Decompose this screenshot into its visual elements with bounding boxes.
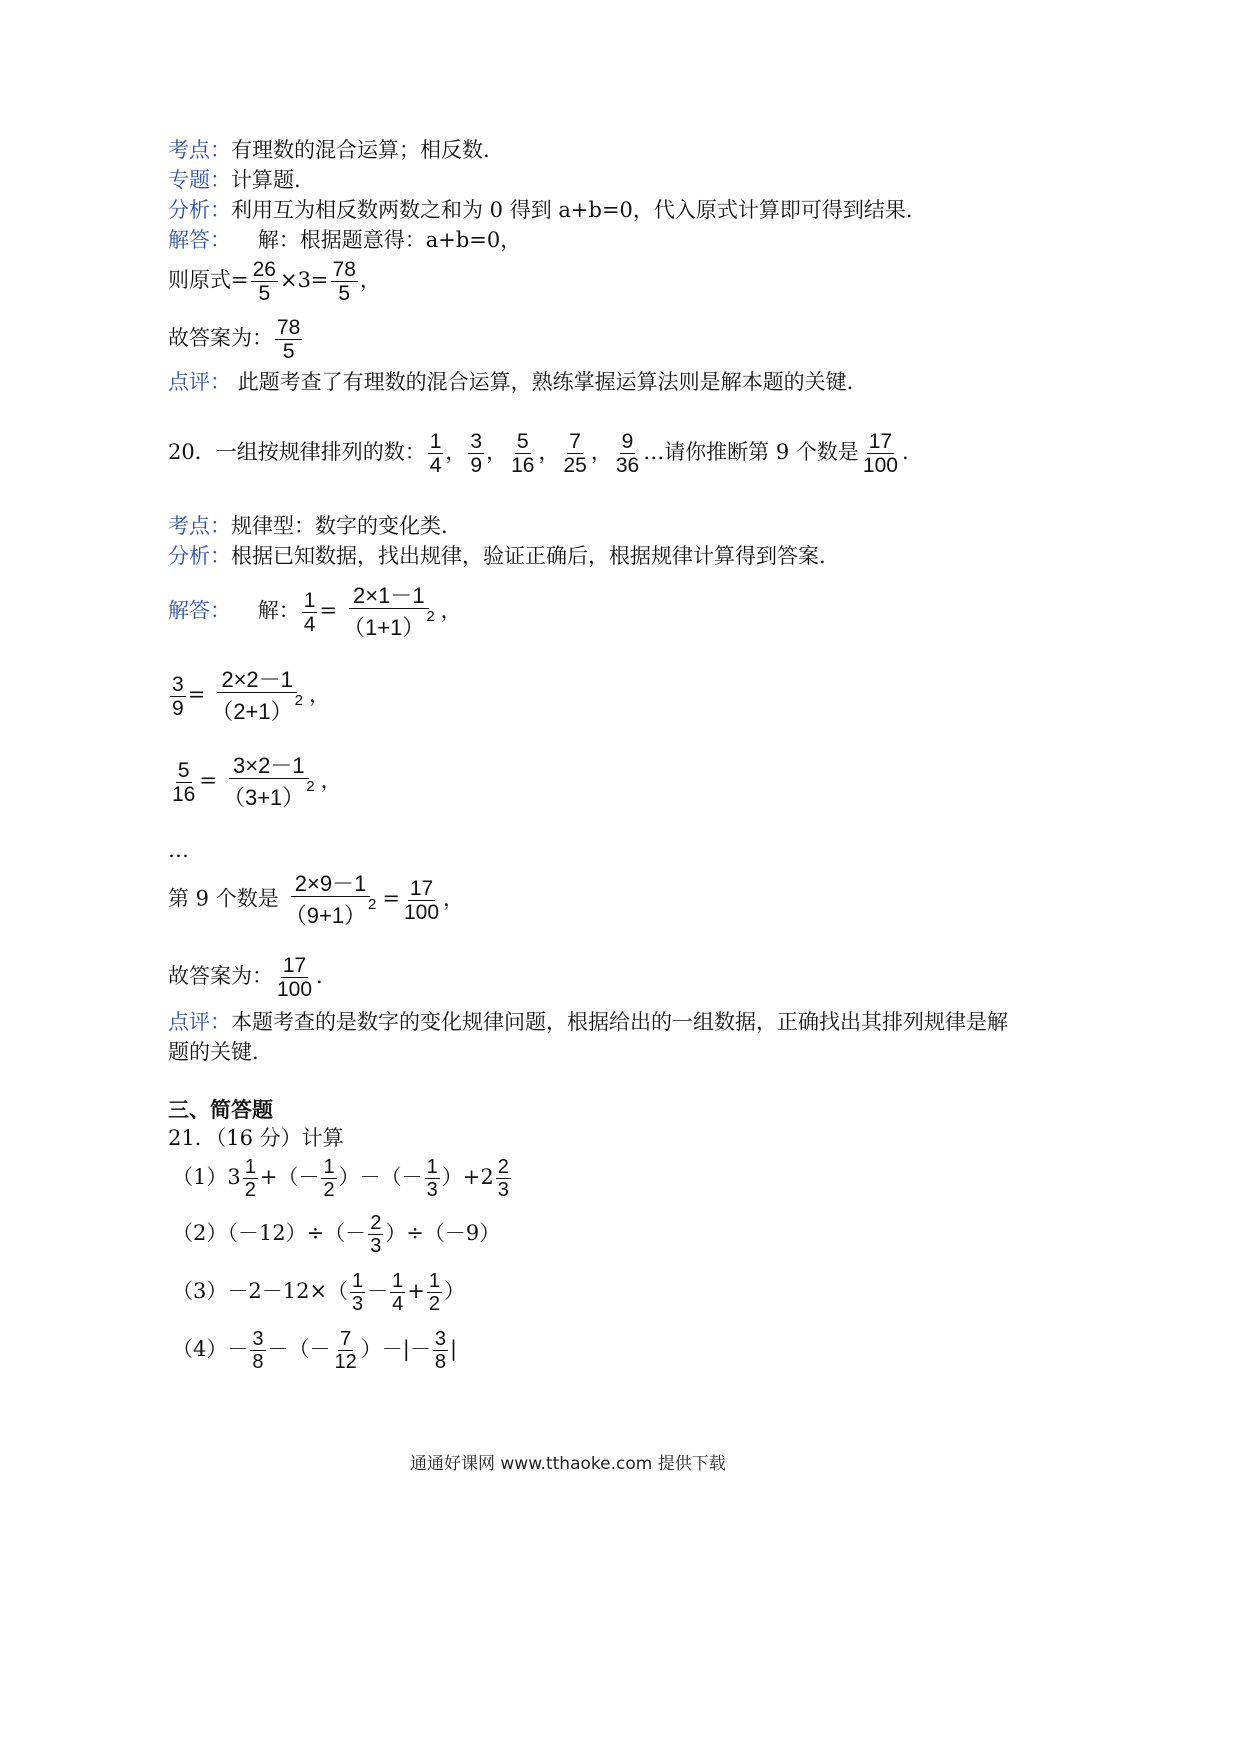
jieda-text: 解：根据题意得：a+b=0， <box>257 228 522 252</box>
q19-kaodian <box>168 140 490 161</box>
q20-kaodian <box>168 516 448 537</box>
fraction: $\frac{3}{8}$ <box>434 1328 446 1373</box>
q19-zhuanti <box>168 170 301 191</box>
answer-fraction: $\frac{17}{100}$ <box>862 430 898 478</box>
section-title: 三、简答题 <box>168 1098 273 1122</box>
fenxi-label: 分析： <box>168 544 231 568</box>
q21-part1: （1）3 $\frac{1}{2}$ +（－ $\frac{1}{2}$ ）－（－ $\frac{1}{3}$ ）+2 $\frac{2}{3}$ <box>172 1156 509 1201</box>
formula-fraction: $\frac{2\times 2-1}{(2+1) ^2}$ <box>211 667 303 725</box>
fraction: $\frac{2}{3}$ <box>370 1212 382 1257</box>
fenxi-text: 根据已知数据，找出规律，验证正确后，根据规律计算得到答案. <box>231 544 826 568</box>
q19-jieda <box>168 230 521 251</box>
kaodian-label: 考点： <box>168 138 231 162</box>
q21-part2: （2）（－12）÷（－ $\frac{2}{3}$ ）÷（－9） <box>172 1212 501 1257</box>
fraction: $\frac{3}{8}$ <box>252 1328 264 1373</box>
fraction: $\frac{1}{3}$ <box>426 1156 438 1201</box>
fraction: $\frac{26}{5}$ <box>252 258 276 306</box>
kaodian-text: 规律型：数字的变化类. <box>231 514 448 538</box>
fraction: $\frac{1}{2}$ <box>323 1156 335 1201</box>
zhuanti-label: 专题： <box>168 168 231 192</box>
line-prefix: 则原式= <box>168 268 249 293</box>
q19-line1: 则原式= $\frac{26}{5}$ ×3= $\frac{78}{5}$ ， <box>168 258 381 306</box>
answer-prefix: 故答案为： <box>168 326 273 351</box>
fraction: $\frac{17}{100}$ <box>404 876 440 924</box>
q20-ellipsis: … <box>168 838 189 862</box>
footer-text: 通通好课网 www.tthaoke.com 提供下载 <box>410 1454 726 1474</box>
q20-step1: 解答： 解： $\frac{1}{4}$ = $\frac{2\times 1-1}{(1+1) ^2}$ ， <box>168 583 462 641</box>
q21-part3: （3）－2－12×（ $\frac{1}{3}$ － $\frac{1}{4}$ + $\frac{1}{2}$ ） <box>172 1270 466 1315</box>
seq-fraction: $\frac{9}{36}$ <box>615 430 640 478</box>
dianping-text: 本题考查的是数字的变化规律问题，根据给出的一组数据，正确找出其排列规律是解 <box>231 1010 1008 1034</box>
q20-stem-mid: …请你推断第 9 个数是 <box>643 440 859 465</box>
dianping-label: 点评： <box>168 1010 231 1034</box>
fraction: $\frac{3}{9}$ <box>172 672 184 720</box>
kaodian-label: 考点： <box>168 514 231 538</box>
q19-answer <box>168 316 304 363</box>
formula-fraction: $\frac{2\times 9-1}{(9+1) ^2}$ <box>284 871 377 929</box>
fraction: $\frac{5}{16}$ <box>172 758 196 806</box>
q20-dianping-cont: 题的关键. <box>168 1040 259 1064</box>
q20-step3: $\frac{5}{16}$ = $\frac{3\times 2-1}{(3+1) ^2}$ ， <box>172 753 342 811</box>
fraction: $\frac{1}{3}$ <box>352 1270 364 1315</box>
q20-dianping <box>168 1012 1008 1033</box>
fraction: $\frac{17}{100}$ <box>277 954 313 1002</box>
formula-fraction: $\frac{2\times 1-1}{(1+1) ^2}$ <box>343 583 435 641</box>
fraction: $\frac{78}{5}$ <box>332 258 356 306</box>
q19-fenxi <box>168 200 913 221</box>
q20-stem: 20．一组按规律排列的数： $\frac{1}{4}$ ， $\frac{3}{9}$ ， $\frac{5}{16}$ ， $\frac{7}{25}$ ， $\frac{9}{36}$ …请你推断第 9 个数是 $\frac{17}{100}$ . <box>168 430 909 478</box>
seq-fraction: $\frac{1}{4}$ <box>429 430 442 478</box>
dianping-text: 此题考查了有理数的混合运算，熟练掌握运算法则是解本题的关键. <box>237 370 854 394</box>
jieda-label: 解答： <box>168 598 231 623</box>
q19-dianping <box>168 372 853 393</box>
seq-fraction: $\frac{7}{25}$ <box>563 430 587 478</box>
q20-fenxi <box>168 546 826 567</box>
fraction: $\frac{7}{12}$ <box>334 1328 357 1373</box>
fenxi-text: 利用互为相反数两数之和为 0 得到 a+b=0，代入原式计算即可得到结果. <box>231 198 913 222</box>
q20-step9: 第 9 个数是 $\frac{2\times 9-1}{(9+1) ^2}$ = $\frac{17}{100}$ ， <box>168 871 465 929</box>
fraction: $\frac{1}{2}$ <box>244 1156 256 1201</box>
kaodian-text: 有理数的混合运算；相反数. <box>231 138 490 162</box>
fraction: $\frac{2}{3}$ <box>497 1156 509 1201</box>
jieda-label: 解答： <box>168 228 231 252</box>
zhuanti-text: 计算题. <box>231 168 301 192</box>
q21-stem: 21．（16 分）计算 <box>168 1126 344 1150</box>
fraction: $\frac{1}{4}$ <box>303 588 316 636</box>
q20-step2: $\frac{3}{9}$ = $\frac{2\times 2-1}{(2+1) ^2}$ ， <box>172 667 330 725</box>
q20-stem-prefix: 20．一组按规律排列的数： <box>168 440 426 465</box>
fraction: $\frac{1}{2}$ <box>428 1270 441 1315</box>
times-3: ×3= <box>279 268 329 293</box>
q20-answer: 故答案为： $\frac{17}{100}$ . <box>168 954 323 1002</box>
dianping-label: 点评： <box>168 370 231 394</box>
fenxi-label: 分析： <box>168 198 231 222</box>
q21-part4: （4）－ $\frac{3}{8}$ －（－ $\frac{7}{12}$ ）－|－ $\frac{3}{8}$ | <box>172 1328 458 1373</box>
fraction: $\frac{78}{5}$ <box>277 316 301 364</box>
seq-fraction: $\frac{5}{16}$ <box>511 430 535 478</box>
formula-fraction: $\frac{3\times 2-1}{(3+1) ^2}$ <box>222 753 315 811</box>
fraction: $\frac{1}{4}$ <box>392 1270 404 1315</box>
seq-fraction: $\frac{3}{9}$ <box>470 430 483 478</box>
